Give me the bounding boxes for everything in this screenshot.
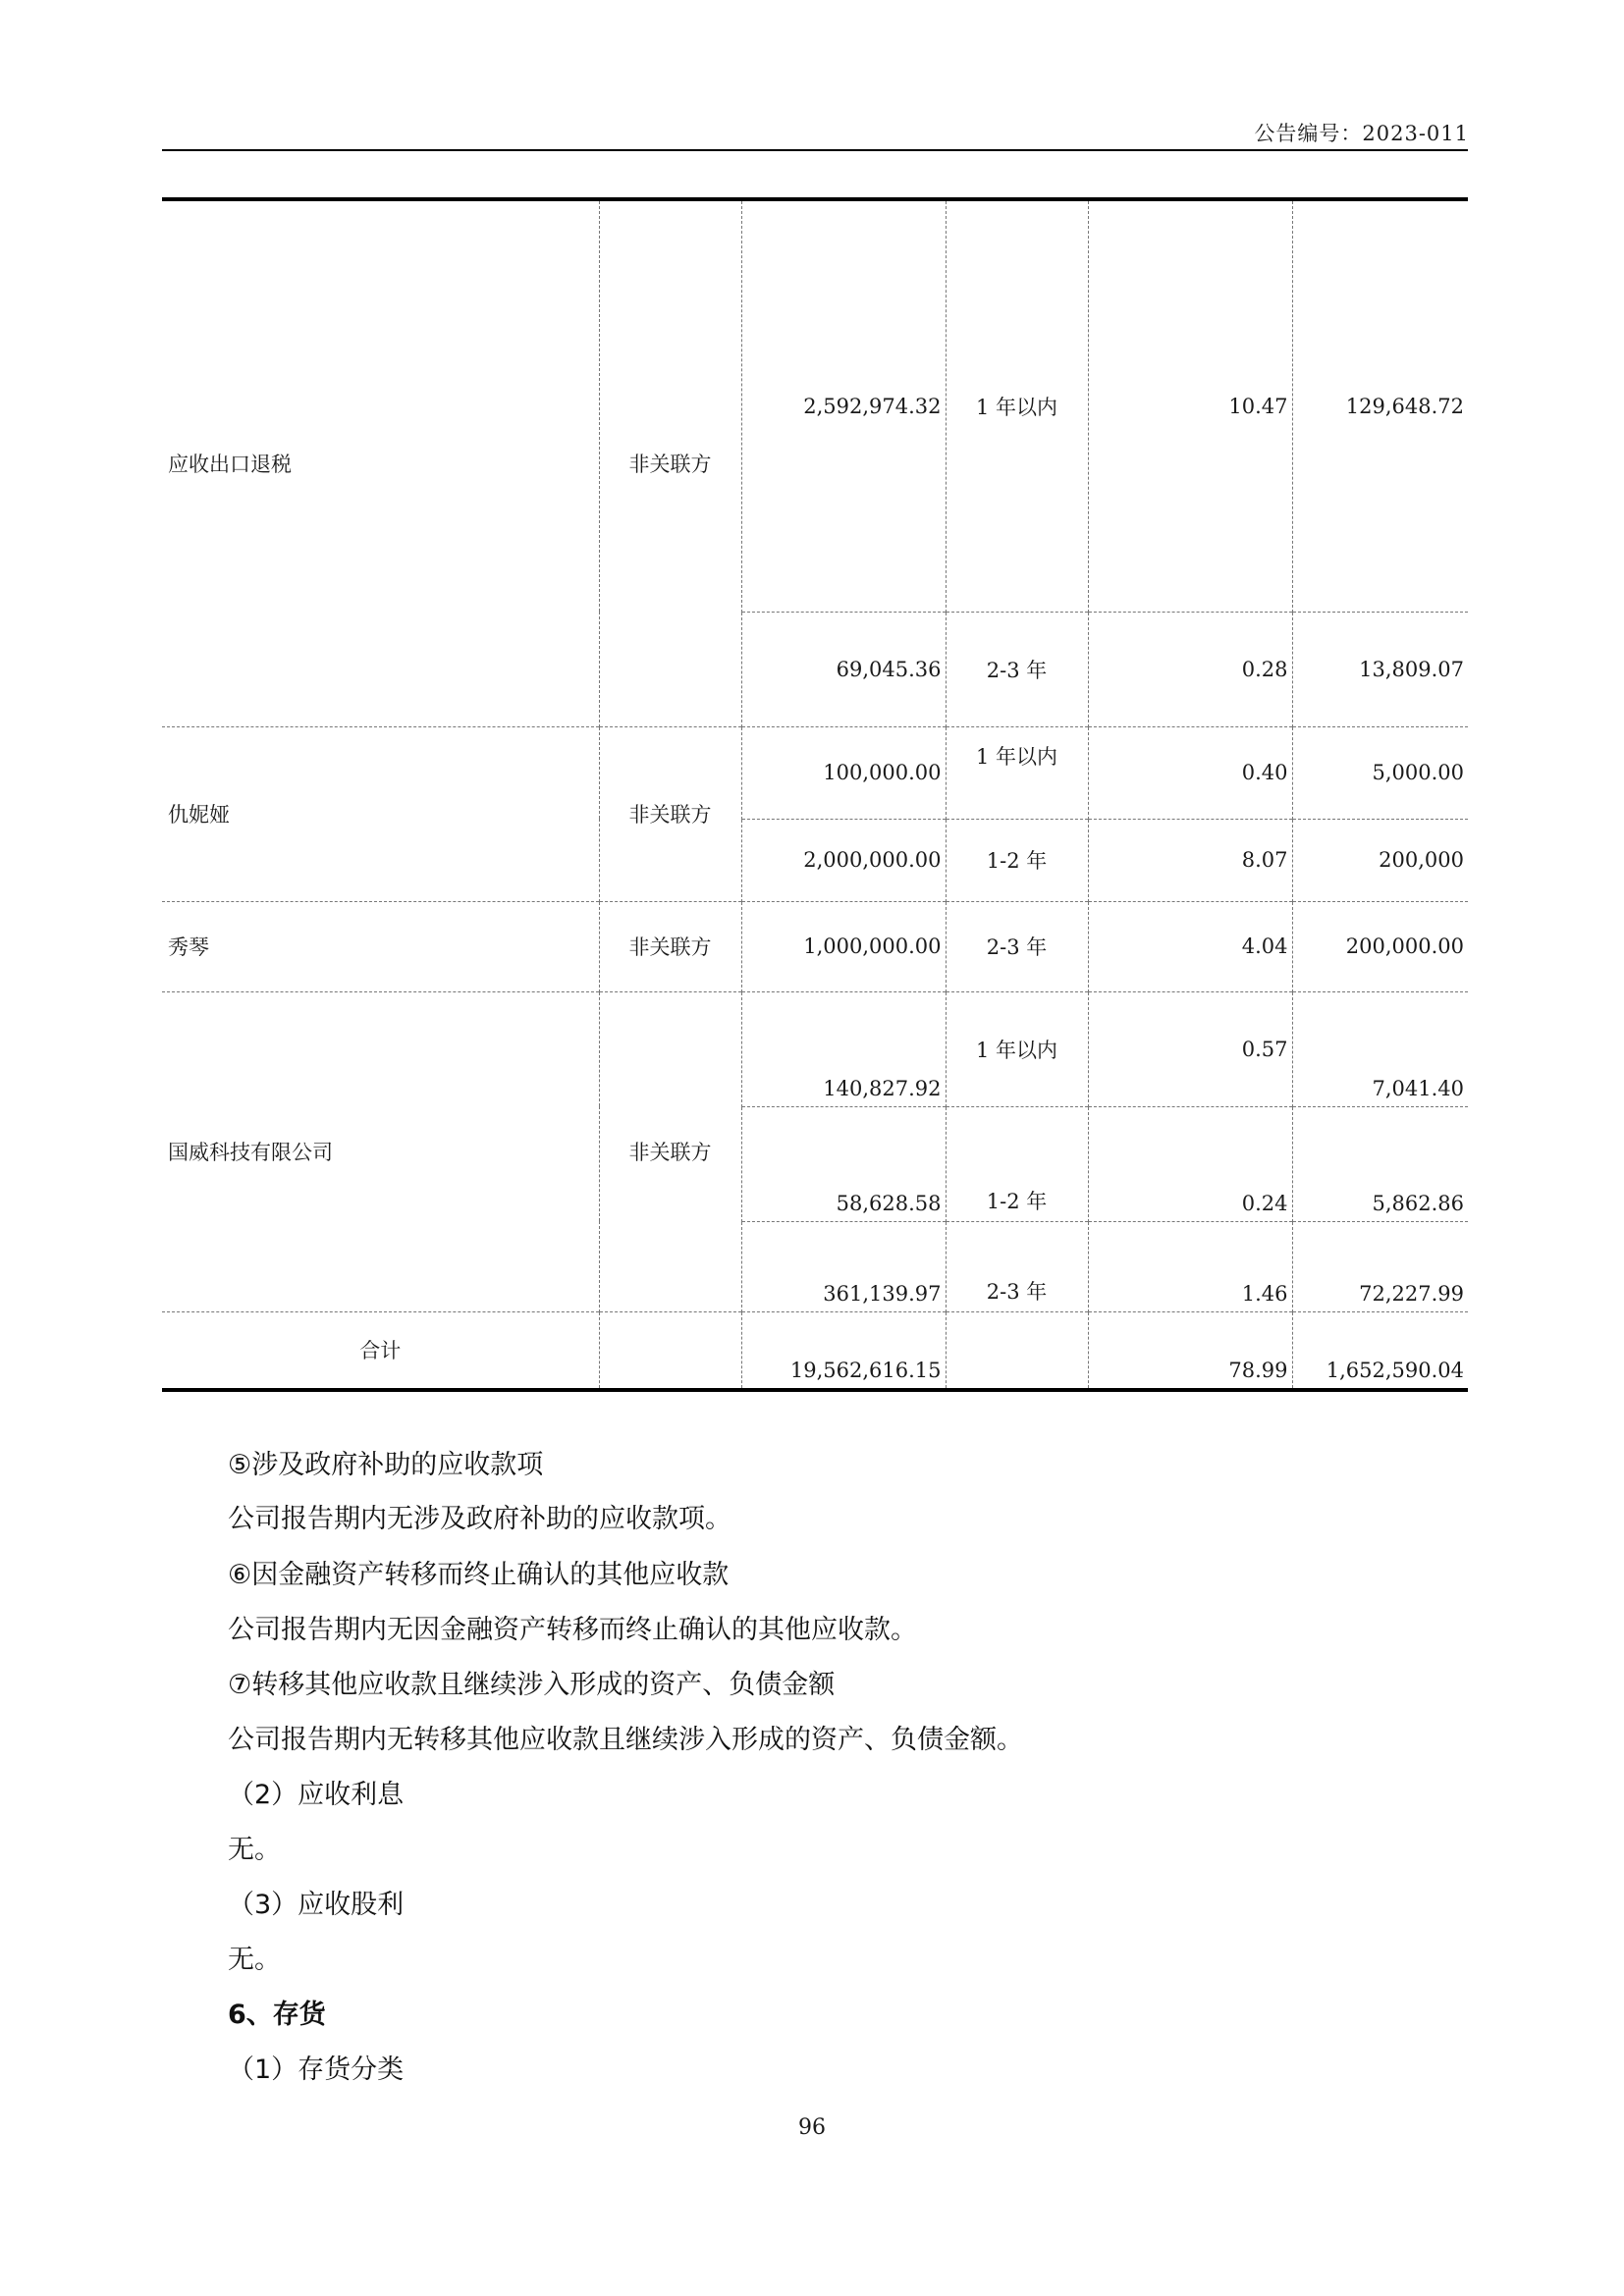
row-amount: 2,000,000.00 (741, 819, 946, 901)
row-name: 仇妮娅 (162, 726, 599, 901)
row-aging: 1 年以内 (946, 991, 1088, 1106)
total-provision: 1,652,590.04 (1292, 1311, 1468, 1390)
row-amount: 1,000,000.00 (741, 901, 946, 991)
section-title: 6、存货 (228, 2000, 326, 2030)
table-total-row (162, 1311, 1468, 1390)
row-name: 秀琴 (162, 901, 599, 991)
row-ratio: 8.07 (1088, 819, 1292, 901)
row-name: 国威科技有限公司 (162, 991, 599, 1311)
row-amount: 2,592,974.32 (741, 199, 946, 612)
row-provision: 7,041.40 (1292, 991, 1468, 1106)
section-heading-7: ⑦转移其他应收款且继续涉入形成的资产、负债金额 (228, 1670, 836, 1700)
row-ratio: 10.47 (1088, 199, 1292, 612)
row-amount: 100,000.00 (741, 726, 946, 819)
row-amount: 140,827.92 (741, 991, 946, 1106)
total-relation-empty (599, 1311, 741, 1390)
row-provision: 5,000.00 (1292, 726, 1468, 819)
table-row (162, 901, 1468, 991)
row-provision: 5,862.86 (1292, 1106, 1468, 1221)
notice-number: 公告编号：2023-011 (1254, 122, 1469, 145)
row-provision: 200,000 (1292, 819, 1468, 901)
total-amount: 19,562,616.15 (741, 1311, 946, 1390)
paragraph: 公司报告期内无涉及政府补助的应收款项。 (228, 1504, 731, 1534)
table-row (162, 991, 1468, 1106)
row-aging: 2-3 年 (946, 901, 1088, 991)
paragraph: 公司报告期内无转移其他应收款且继续涉入形成的资产、负债金额。 (228, 1725, 1023, 1755)
row-provision: 129,648.72 (1292, 199, 1468, 612)
row-relation: 非关联方 (599, 199, 741, 726)
row-provision: 200,000.00 (1292, 901, 1468, 991)
header-rule (162, 149, 1468, 151)
row-aging: 1 年以内 (946, 199, 1088, 612)
row-provision: 72,227.99 (1292, 1221, 1468, 1311)
row-amount: 58,628.58 (741, 1106, 946, 1221)
row-aging: 2-3 年 (946, 612, 1088, 726)
total-label: 合计 (162, 1311, 599, 1390)
row-ratio: 0.28 (1088, 612, 1292, 726)
row-ratio: 0.24 (1088, 1106, 1292, 1221)
row-aging: 2-3 年 (946, 1221, 1088, 1311)
total-aging-empty (946, 1311, 1088, 1390)
table-row (162, 199, 1468, 612)
subsection-heading: （2）应收利息 (228, 1780, 405, 1810)
receivables-table (162, 197, 1468, 1392)
paragraph: 公司报告期内无因金融资产转移而终止确认的其他应收款。 (228, 1615, 917, 1645)
row-relation: 非关联方 (599, 991, 741, 1311)
row-relation: 非关联方 (599, 901, 741, 991)
row-ratio: 4.04 (1088, 901, 1292, 991)
row-aging: 1-2 年 (946, 819, 1088, 901)
table-row (162, 726, 1468, 819)
row-amount: 361,139.97 (741, 1221, 946, 1311)
row-amount: 69,045.36 (741, 612, 946, 726)
page-number: 96 (798, 2115, 826, 2140)
paragraph: 无。 (228, 1835, 281, 1865)
row-aging: 1-2 年 (946, 1106, 1088, 1221)
row-provision: 13,809.07 (1292, 612, 1468, 726)
row-ratio: 0.57 (1088, 991, 1292, 1106)
subsection-heading: （1）存货分类 (228, 2055, 405, 2085)
section-heading-6: ⑥因金融资产转移而终止确认的其他应收款 (228, 1560, 730, 1590)
row-name: 应收出口退税 (162, 199, 599, 726)
row-aging: 1 年以内 (946, 726, 1088, 819)
row-ratio: 1.46 (1088, 1221, 1292, 1311)
total-ratio: 78.99 (1088, 1311, 1292, 1390)
row-ratio: 0.40 (1088, 726, 1292, 819)
subsection-heading: （3）应收股利 (228, 1890, 405, 1920)
paragraph: 无。 (228, 1945, 281, 1975)
row-relation: 非关联方 (599, 726, 741, 901)
section-heading-5: ⑤涉及政府补助的应收款项 (228, 1450, 544, 1480)
